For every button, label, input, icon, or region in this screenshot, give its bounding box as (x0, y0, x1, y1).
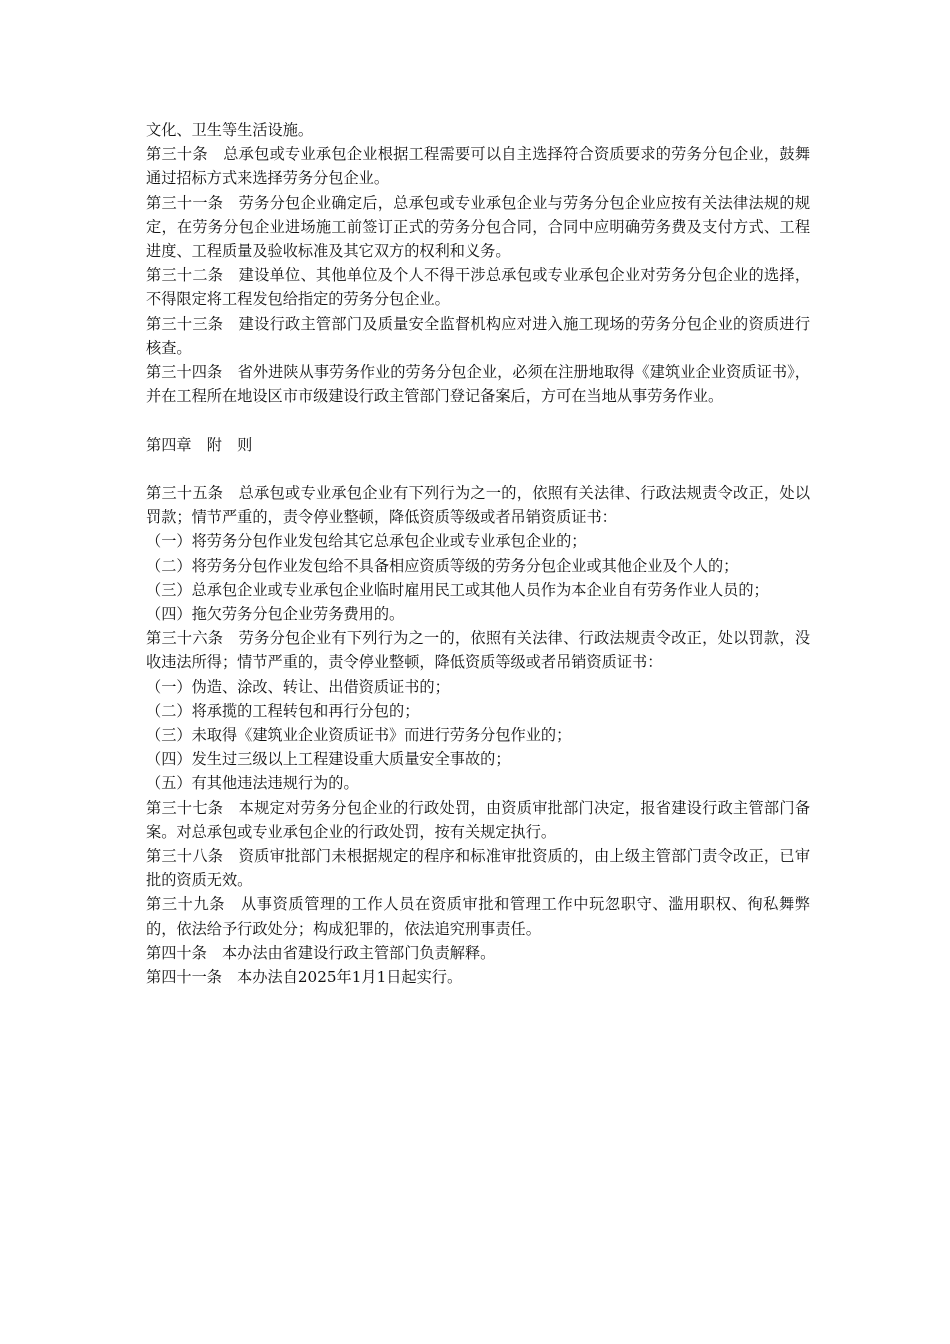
paragraph-facilities-end: 文化、卫生等生活设施。 (146, 121, 314, 139)
article-31: 第三十一条 劳务分包企业确定后，总承包或专业承包企业与劳务分包企业应按有关法律法规的规定，在劳务分包企业进场施工前签订正式的劳务分包合同，合同中应明确劳务费及支付方式、工程进度、工程质量及验收标准及其它双方的权利和义务。 (146, 193, 810, 261)
article-36-item-1: （一）伪造、涂改、转让、出借资质证书的； (146, 677, 450, 696)
article-41: 第四十一条 本办法自2025年1月1日起实行。 (146, 968, 463, 987)
article-38: 第三十八条 资质审批部门未根据规定的程序和标准审批资质的，由上级主管部门责令改正，已审批的资质无效。 (146, 847, 810, 890)
article-34: 第三十四条 省外进陕从事劳务作业的劳务分包企业，必须在注册地取得《建筑业企业资质证书》，并在工程所在地设区市市级建设行政主管部门登记备案后，方可在当地从事劳务作业。 (146, 363, 810, 406)
article-39: 第三十九条 从事资质管理的工作人员在资质审批和管理工作中玩忽职守、滥用职权、徇私舞弊的，依法给予行政处分；构成犯罪的，依法追究刑事责任。 (146, 895, 810, 938)
article-30: 第三十条 总承包或专业承包企业根据工程需要可以自主选择符合资质要求的劳务分包企业，鼓舞通过招标方式来选择劳务分包企业。 (146, 145, 810, 188)
blank-line (146, 408, 810, 432)
article-40: 第四十条 本办法由省建设行政主管部门负责解释。 (146, 943, 496, 962)
article-35: 第三十五条 总承包或专业承包企业有下列行为之一的，依照有关法律、行政法规责令改正，处以罚款；情节严重的，责令停业整顿，降低资质等级或者吊销资质证书： (146, 484, 810, 527)
article-35-item-1: （一）将劳务分包作业发包给其它总承包企业或专业承包企业的； (146, 532, 587, 551)
document-page (146, 118, 810, 989)
article-36-item-3: （三）未取得《建筑业企业资质证书》而进行劳务分包作业的； (146, 726, 572, 745)
article-35-item-2: （二）将劳务分包作业发包给不具备相应资质等级的劳务分包企业或其他企业及个人的； (146, 556, 739, 575)
article-32: 第三十二条 建设单位、其他单位及个人不得干涉总承包或专业承包企业对劳务分包企业的选择，不得限定将工程发包给指定的劳务分包企业。 (146, 266, 810, 309)
article-37: 第三十七条 本规定对劳务分包企业的行政处罚，由资质审批部门决定，报省建设行政主管部门备案。对总承包或专业承包企业的行政处罚，按有关规定执行。 (146, 798, 810, 841)
article-36-item-2: （二）将承揽的工程转包和再行分包的； (146, 701, 420, 720)
article-36-item-4: （四）发生过三级以上工程建设重大质量安全事故的； (146, 750, 511, 769)
article-35-item-3: （三）总承包企业或专业承包企业临时雇用民工或其他人员作为本企业自有劳务作业人员的； (146, 580, 769, 599)
article-33: 第三十三条 建设行政主管部门及质量安全监督机构应对进入施工现场的劳务分包企业的资质进行核查。 (146, 314, 810, 357)
article-36-item-5: （五）有其他违法违规行为的。 (146, 774, 359, 793)
article-35-item-4: （四）拖欠劳务分包企业劳务费用的。 (146, 605, 405, 624)
chapter-title: 第四章 附 则 (146, 435, 253, 454)
article-36: 第三十六条 劳务分包企业有下列行为之一的，依照有关法律、行政法规责令改正，处以罚款，没收违法所得；情节严重的，责令停业整顿，降低资质等级或者吊销资质证书： (146, 629, 810, 672)
blank-line (146, 457, 810, 481)
